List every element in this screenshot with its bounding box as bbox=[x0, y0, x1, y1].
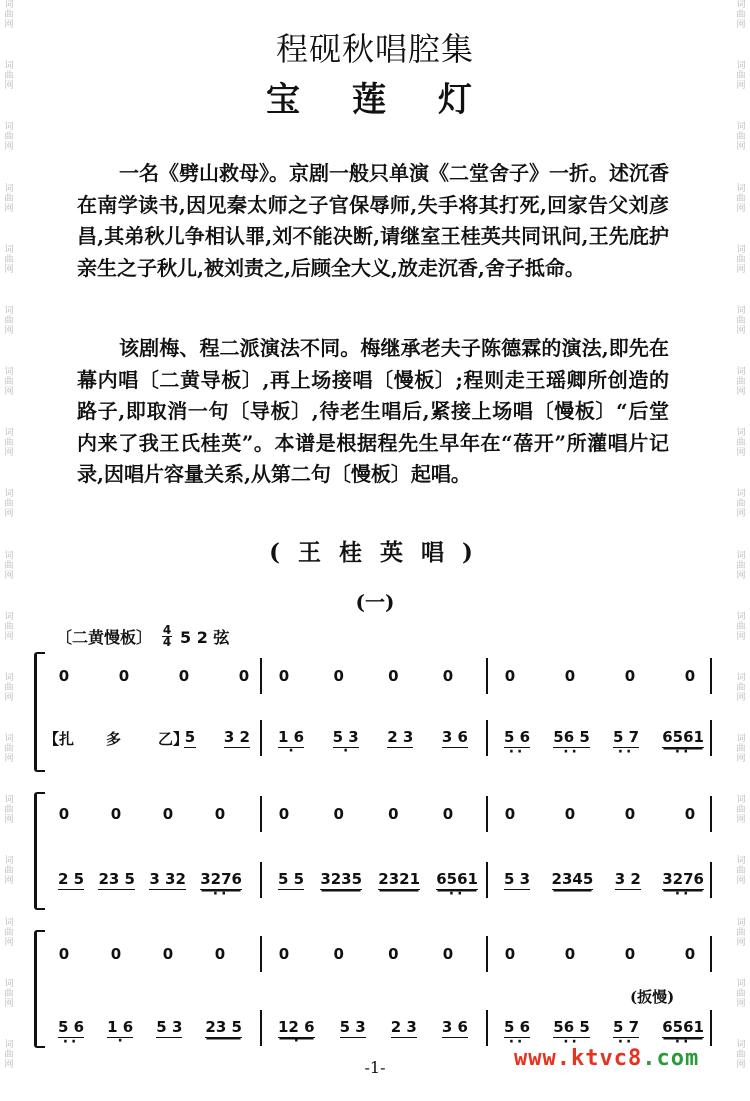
watermark-char: 网 bbox=[4, 998, 14, 1009]
note: 2321 bbox=[378, 870, 421, 888]
watermark-char: 词 bbox=[736, 550, 746, 561]
measure bbox=[278, 1008, 468, 1048]
watermark-char: 网 bbox=[4, 387, 14, 398]
watermark-char: 网 bbox=[4, 325, 14, 336]
site-domain: ktvc8 bbox=[570, 1046, 643, 1071]
note: 0 bbox=[504, 945, 516, 963]
watermark-char: 网 bbox=[736, 325, 746, 336]
note: 0 bbox=[504, 667, 516, 685]
watermark-group bbox=[4, 734, 13, 795]
slowing-mark: (扳慢) bbox=[630, 988, 675, 1006]
note: 0 bbox=[162, 805, 174, 823]
watermark-char: 网 bbox=[4, 203, 14, 214]
note: 2 5 bbox=[58, 870, 85, 888]
note: 0 bbox=[333, 805, 344, 823]
note: 2 3 bbox=[387, 728, 414, 746]
watermark-char: 网 bbox=[736, 203, 746, 214]
barline bbox=[260, 796, 262, 832]
watermark-char: 曲 bbox=[4, 682, 14, 693]
note: 23 5 bbox=[205, 1018, 242, 1036]
watermark-char: 网 bbox=[4, 142, 14, 153]
note: 0 bbox=[333, 945, 344, 963]
watermark-char: 词 bbox=[736, 367, 746, 378]
note: 5 3 · bbox=[333, 728, 359, 748]
watermark-group bbox=[4, 979, 13, 1040]
note: 3276 ·· bbox=[200, 870, 242, 890]
barline bbox=[486, 1010, 488, 1046]
note: 0 bbox=[238, 667, 250, 685]
barline bbox=[260, 658, 262, 694]
note: 5 7 ·· bbox=[613, 1018, 639, 1038]
measure bbox=[504, 934, 696, 974]
watermark-char: 曲 bbox=[736, 988, 746, 999]
watermark-char: 词 bbox=[4, 734, 14, 745]
note: 0 bbox=[333, 667, 344, 685]
note: 3 2 bbox=[614, 870, 641, 888]
watermark-char: 网 bbox=[4, 264, 14, 275]
note: 0 bbox=[684, 945, 696, 963]
tempo-label: 〔二黄慢板〕 bbox=[56, 627, 153, 647]
note: 0 bbox=[388, 667, 399, 685]
note: 0 bbox=[684, 667, 696, 685]
measure bbox=[504, 718, 704, 758]
measure bbox=[184, 718, 250, 758]
note: 0 bbox=[442, 945, 454, 963]
watermark-char: 词 bbox=[736, 917, 746, 928]
watermark-char: 网 bbox=[4, 754, 14, 765]
note: 2345 bbox=[551, 870, 594, 888]
watermark-group bbox=[736, 795, 745, 856]
measure bbox=[504, 1008, 704, 1048]
watermark-char: 曲 bbox=[736, 71, 746, 82]
note: 6561 ·· bbox=[436, 870, 478, 890]
watermark-char: 词 bbox=[736, 305, 746, 316]
watermark-char: 网 bbox=[736, 387, 746, 398]
watermark-char: 曲 bbox=[736, 927, 746, 938]
watermark-char: 词 bbox=[4, 978, 14, 989]
watermark-char: 词 bbox=[4, 795, 14, 806]
watermark-char: 词 bbox=[4, 0, 14, 10]
score-system-1 bbox=[34, 652, 724, 772]
watermark-char: 曲 bbox=[4, 621, 14, 632]
note: 0 bbox=[564, 667, 576, 685]
section-label: (一) bbox=[355, 590, 395, 614]
watermark-group bbox=[4, 428, 13, 489]
note: 5 3 bbox=[339, 1018, 366, 1036]
barline bbox=[710, 658, 712, 694]
note: 56 5 ·· bbox=[553, 1018, 590, 1038]
watermark-group bbox=[736, 245, 745, 306]
pitch-info: 5 2 弦 bbox=[180, 627, 230, 647]
watermark-char: 网 bbox=[736, 815, 746, 826]
measure bbox=[58, 1008, 242, 1048]
time-denominator: 4 bbox=[162, 634, 172, 649]
watermark-group bbox=[4, 367, 13, 428]
barline bbox=[260, 936, 262, 972]
note: 0 bbox=[110, 805, 122, 823]
note: 0 bbox=[214, 805, 226, 823]
note: 0 bbox=[58, 805, 70, 823]
measure bbox=[58, 860, 242, 900]
measure bbox=[278, 860, 478, 900]
watermark-char: 网 bbox=[736, 142, 746, 153]
score-system-2 bbox=[34, 792, 724, 910]
watermark-group bbox=[4, 918, 13, 979]
watermark-group bbox=[736, 856, 745, 917]
watermark-char: 词 bbox=[4, 856, 14, 867]
watermark-char: 词 bbox=[4, 672, 14, 683]
measure bbox=[278, 656, 454, 696]
watermark-group bbox=[736, 428, 745, 489]
barline bbox=[260, 862, 262, 898]
watermark-char: 曲 bbox=[736, 744, 746, 755]
note: 1 6 · bbox=[107, 1018, 133, 1038]
note: 6561 ·· bbox=[662, 728, 704, 748]
time-numerator: 4 bbox=[162, 622, 172, 637]
watermark-char: 网 bbox=[736, 20, 746, 30]
barline bbox=[710, 936, 712, 972]
watermark-char: 网 bbox=[4, 509, 14, 520]
barline bbox=[486, 936, 488, 972]
barline bbox=[710, 720, 712, 756]
note: 12 6 · bbox=[278, 1018, 315, 1038]
score-row-top bbox=[34, 656, 724, 696]
watermark-char: 曲 bbox=[4, 927, 14, 938]
watermark-char: 网 bbox=[736, 754, 746, 765]
watermark-char: 曲 bbox=[736, 132, 746, 143]
note: 0 bbox=[110, 945, 122, 963]
note: 6561 ·· bbox=[662, 1018, 704, 1038]
watermark-group bbox=[4, 673, 13, 734]
watermark-char: 词 bbox=[736, 183, 746, 194]
watermark-char: 曲 bbox=[4, 438, 14, 449]
watermark-char: 网 bbox=[4, 20, 14, 30]
note: 56 5 ·· bbox=[553, 728, 590, 748]
watermark-char: 网 bbox=[736, 448, 746, 459]
time-signature bbox=[162, 622, 172, 649]
watermark-char: 曲 bbox=[736, 377, 746, 388]
watermark-char: 网 bbox=[736, 631, 746, 642]
watermark-group bbox=[4, 184, 13, 245]
barline bbox=[710, 1010, 712, 1046]
measure bbox=[58, 656, 250, 696]
watermark-char: 词 bbox=[4, 428, 14, 439]
watermark-group bbox=[736, 612, 745, 673]
watermark-char: 网 bbox=[4, 876, 14, 887]
note: 3235 bbox=[320, 870, 363, 888]
note: 5 3 bbox=[504, 870, 531, 888]
measure bbox=[504, 860, 704, 900]
watermark-char: 词 bbox=[736, 489, 746, 500]
watermark-char: 网 bbox=[736, 570, 746, 581]
note: 3 6 bbox=[441, 728, 468, 746]
watermark-char: 曲 bbox=[4, 560, 14, 571]
watermark-char: 网 bbox=[4, 81, 14, 92]
note: 0 bbox=[58, 667, 70, 685]
watermark-char: 曲 bbox=[4, 71, 14, 82]
watermark-group bbox=[736, 734, 745, 795]
note: 0 bbox=[624, 805, 636, 823]
note: 5 3 bbox=[156, 1018, 183, 1036]
note: 0 bbox=[214, 945, 226, 963]
measure bbox=[504, 656, 696, 696]
watermark-char: 曲 bbox=[4, 315, 14, 326]
watermark-char: 词 bbox=[4, 367, 14, 378]
watermark-group bbox=[736, 122, 745, 183]
barline bbox=[486, 862, 488, 898]
note: 3 6 bbox=[441, 1018, 468, 1036]
score-row-top bbox=[34, 934, 724, 974]
watermark-char: 曲 bbox=[736, 621, 746, 632]
watermark-char: 网 bbox=[736, 998, 746, 1009]
watermark-char: 曲 bbox=[736, 499, 746, 510]
watermark-char: 曲 bbox=[4, 805, 14, 816]
singer-label: (王桂英唱) bbox=[269, 539, 491, 566]
watermark-group bbox=[736, 673, 745, 734]
watermark-char: 网 bbox=[736, 692, 746, 703]
watermark-char: 词 bbox=[4, 305, 14, 316]
intro-paragraph-2: 该剧梅、程二派演法不同。梅继承老夫子陈德霖的演法,即先在幕内唱〔二黄导板〕,再上场接唱〔慢板〕;程则走王瑶卿所创造的路子,即取消一句〔导板〕,待老生唱后,紧接上场唱〔慢板〕“后堂内来了我王氏桂英”。本谱是根据程先生早年在“蓓开”所灌唱片记录,因唱片容量关系,从第二句〔慢板〕起唱。 bbox=[77, 336, 669, 486]
watermark-char: 词 bbox=[4, 244, 14, 255]
watermark-char: 词 bbox=[4, 1039, 14, 1050]
watermark-group bbox=[4, 306, 13, 367]
note: 23 5 bbox=[98, 870, 135, 888]
watermark-group bbox=[736, 979, 745, 1040]
watermark-char: 网 bbox=[4, 692, 14, 703]
note: 0 bbox=[624, 945, 636, 963]
score-row-bottom bbox=[34, 718, 724, 758]
watermark-char: 网 bbox=[4, 1059, 14, 1070]
percussion-mid: 多 bbox=[106, 730, 122, 748]
measure bbox=[58, 794, 226, 834]
watermark-char: 曲 bbox=[4, 193, 14, 204]
book-title: 程砚秋唱腔集 bbox=[275, 30, 474, 68]
score-row-top bbox=[34, 794, 724, 834]
watermark-char: 词 bbox=[736, 1039, 746, 1050]
watermark-group bbox=[736, 184, 745, 245]
watermark-char: 词 bbox=[736, 122, 746, 133]
watermark-char: 曲 bbox=[4, 744, 14, 755]
watermark-char: 曲 bbox=[736, 682, 746, 693]
barline bbox=[710, 796, 712, 832]
barline bbox=[486, 796, 488, 832]
note: 5 5 bbox=[278, 870, 305, 888]
barline bbox=[260, 1010, 262, 1046]
watermark-char: 网 bbox=[736, 264, 746, 275]
watermark-char: 网 bbox=[736, 1059, 746, 1070]
site-www: www. bbox=[514, 1046, 571, 1071]
note: 0 bbox=[118, 667, 130, 685]
note: 5 bbox=[184, 728, 196, 746]
watermark-group bbox=[4, 856, 13, 917]
note: 0 bbox=[388, 805, 399, 823]
watermark-char: 曲 bbox=[4, 132, 14, 143]
watermark-char: 曲 bbox=[4, 254, 14, 265]
percussion-close: 乙】 bbox=[158, 730, 189, 748]
note: 0 bbox=[178, 667, 190, 685]
intro-paragraph-1: 一名《劈山救母》。京剧一般只单演《二堂舍子》一折。述沉香在南学读书,因见秦太师之子官保辱师,失手将其打死,回家告父刘彦昌,其弟秋儿争相认罪,刘不能决断,请继室王桂英共同讯问,王先庇护亲生之子秋儿,被刘责之,后顾全大义,放走沉香,舍子抵命。 bbox=[77, 161, 669, 280]
watermark-char: 词 bbox=[736, 734, 746, 745]
watermark-group bbox=[4, 122, 13, 183]
note: 5 6 ·· bbox=[58, 1018, 84, 1038]
watermark-char: 词 bbox=[4, 917, 14, 928]
note: 0 bbox=[58, 945, 70, 963]
watermark-char: 曲 bbox=[736, 560, 746, 571]
watermark-char: 网 bbox=[4, 448, 14, 459]
note: 3276 ·· bbox=[662, 870, 704, 890]
page-number: -1- bbox=[364, 1058, 386, 1077]
watermark-char: 词 bbox=[736, 856, 746, 867]
tempo-line bbox=[56, 623, 229, 649]
note: 0 bbox=[442, 667, 454, 685]
watermark-char: 曲 bbox=[736, 1049, 746, 1060]
note: 3 32 bbox=[149, 870, 186, 888]
watermark-char: 词 bbox=[4, 611, 14, 622]
watermark-char: 词 bbox=[4, 550, 14, 561]
watermark-char: 词 bbox=[736, 672, 746, 683]
note: 0 bbox=[624, 667, 636, 685]
score-row-bottom bbox=[34, 860, 724, 900]
measure bbox=[278, 934, 454, 974]
watermark-char: 词 bbox=[736, 244, 746, 255]
score-system-3 bbox=[34, 930, 724, 1048]
note: 5 7 ·· bbox=[613, 728, 639, 748]
watermark-char: 曲 bbox=[736, 805, 746, 816]
note: 0 bbox=[442, 805, 454, 823]
watermark-char: 网 bbox=[736, 937, 746, 948]
note: 3 2 bbox=[223, 728, 250, 746]
barline bbox=[710, 862, 712, 898]
watermark-char: 网 bbox=[736, 509, 746, 520]
barline bbox=[486, 658, 488, 694]
watermark-char: 网 bbox=[736, 81, 746, 92]
watermark-group bbox=[4, 612, 13, 673]
watermark-char: 曲 bbox=[736, 438, 746, 449]
note: 0 bbox=[504, 805, 516, 823]
watermark-char: 词 bbox=[4, 489, 14, 500]
watermark-group bbox=[4, 245, 13, 306]
opera-title: 宝莲灯 bbox=[266, 80, 524, 120]
watermark-char: 网 bbox=[4, 631, 14, 642]
note: 0 bbox=[388, 945, 399, 963]
note: 2 3 bbox=[390, 1018, 417, 1036]
note: 0 bbox=[162, 945, 174, 963]
watermark-char: 词 bbox=[736, 978, 746, 989]
note: 1 6 · bbox=[278, 728, 304, 748]
site-tld: .com bbox=[642, 1046, 700, 1071]
watermark-char: 词 bbox=[4, 122, 14, 133]
measure bbox=[504, 794, 696, 834]
watermark-group bbox=[736, 306, 745, 367]
watermark-group bbox=[4, 795, 13, 856]
watermark-group bbox=[736, 367, 745, 428]
percussion-open: 【扎 bbox=[44, 730, 75, 748]
watermark-char: 词 bbox=[736, 0, 746, 10]
watermark-char: 词 bbox=[4, 61, 14, 72]
watermark-char: 曲 bbox=[4, 10, 14, 20]
watermark-char: 词 bbox=[736, 795, 746, 806]
watermark-char: 词 bbox=[736, 428, 746, 439]
note: 0 bbox=[278, 945, 290, 963]
watermark-char: 词 bbox=[4, 183, 14, 194]
measure bbox=[58, 934, 226, 974]
note: 0 bbox=[564, 945, 576, 963]
note: 0 bbox=[278, 667, 290, 685]
watermark-char: 网 bbox=[4, 570, 14, 581]
watermark-char: 曲 bbox=[4, 866, 14, 877]
note: 0 bbox=[684, 805, 696, 823]
note: 0 bbox=[278, 805, 290, 823]
note: 5 6 ·· bbox=[504, 728, 530, 748]
watermark-group bbox=[736, 918, 745, 979]
barline bbox=[260, 720, 262, 756]
watermark-char: 网 bbox=[4, 937, 14, 948]
watermark-char: 曲 bbox=[736, 254, 746, 265]
watermark-char: 网 bbox=[736, 876, 746, 887]
watermark-char: 曲 bbox=[4, 499, 14, 510]
measure bbox=[278, 718, 468, 758]
watermark-char: 曲 bbox=[736, 10, 746, 20]
watermark-char: 网 bbox=[4, 815, 14, 826]
score-row-bottom bbox=[34, 1008, 724, 1048]
watermark-char: 词 bbox=[736, 61, 746, 72]
watermark-char: 曲 bbox=[4, 988, 14, 999]
site-watermark[interactable] bbox=[514, 1046, 699, 1071]
watermark-char: 曲 bbox=[736, 866, 746, 877]
measure bbox=[278, 794, 454, 834]
watermark-char: 词 bbox=[736, 611, 746, 622]
note: 0 bbox=[564, 805, 576, 823]
watermark-char: 曲 bbox=[736, 193, 746, 204]
watermark-char: 曲 bbox=[4, 377, 14, 388]
barline bbox=[486, 720, 488, 756]
watermark-char: 曲 bbox=[736, 315, 746, 326]
watermark-char: 曲 bbox=[4, 1049, 14, 1060]
note: 5 6 ·· bbox=[504, 1018, 530, 1038]
